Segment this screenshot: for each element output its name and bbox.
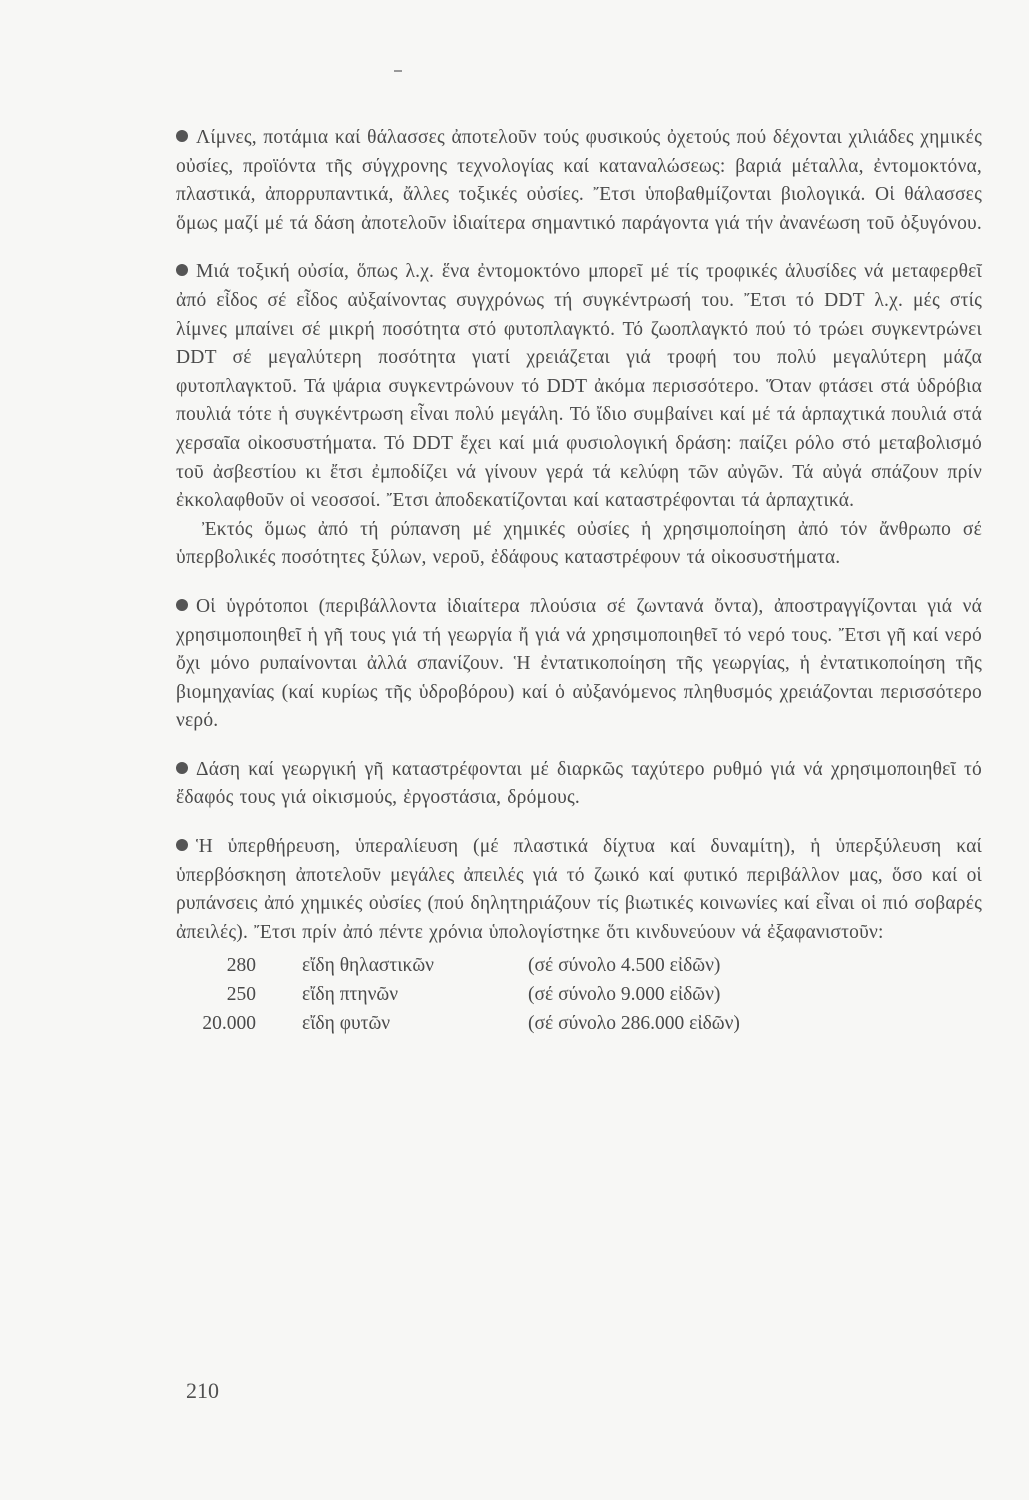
bullet-icon	[176, 762, 188, 774]
bullet-icon	[176, 130, 188, 142]
paragraph-text: Λίμνες, ποτάμια καί θάλασσες ἀποτελοῦν τούς φυσικούς ὀχετούς πού δέχονται χιλιάδες χημικές οὐσίες, προϊόντα τῆς σύγχρονης τεχνολογίας καί καταναλώσεως: βαριά μέταλλα, ἐντομοκτόνα, πλαστικά, ἀπορρυπαντικά, ἄλλες τοξικές οὐσίες. Ἔτσι ὑποβαθμίζονται βιολογικά. Οἱ θάλασσες ὅμως μαζί μέ τά δάση ἀποτελοῦν ἰδιαίτερα σημαντικό παράγοντα γιά τήν ἀνανέωση τοῦ ὀξυγόνου.	[176, 127, 982, 234]
paragraph-wetlands	[176, 593, 982, 736]
species-name: εἴδη φυτῶν	[302, 1013, 391, 1035]
species-total: (σέ σύνολο 4.500 εἰδῶν)	[528, 955, 721, 977]
species-name: εἴδη πτηνῶν	[302, 984, 399, 1006]
species-total: (σέ σύνολο 9.000 εἰδῶν)	[528, 984, 721, 1006]
species-row-plants	[176, 1009, 982, 1038]
page-mark	[394, 70, 402, 72]
paragraph-text: Οἱ ὑγρότοποι (περιβάλλοντα ἰδιαίτερα πλούσια σέ ζωντανά ὄντα), ἀποστραγγίζονται γιά νά χρησιμοποιηθεῖ ἡ γῆ τους γιά τή γεωργία ἤ γιά νά χρησιμοποιηθεῖ τό νερό τους. Ἔτσι γῆ καί νερό ὄχι μόνο ρυπαίνονται ἀλλά σπανίζουν. Ἡ ἐντατικοποίηση τῆς γεωργίας, ἡ ἐντατικοποίηση τῆς βιομηχανίας (καί κυρίως τῆς ὑδροβόρου) καί ὁ αὐξανόμενος πληθυσμός χρειάζονται περισσότερο νερό.	[176, 595, 982, 732]
paragraph-text: Ἐκτός ὅμως ἀπό τή ρύπανση μέ χημικές οὐσίες ἡ χρησιμοποίηση ἀπό τόν ἄνθρωπο σέ ὑπερβολικές ποσότητες ξύλων, νεροῦ, ἐδάφους καταστρέφουν τά οἰκοσυστήματα.	[176, 518, 982, 569]
endangered-species-list	[176, 951, 982, 1038]
species-total: (σέ σύνολο 286.000 εἰδῶν)	[528, 1013, 740, 1035]
page-number: 210	[186, 1378, 219, 1403]
bullet-icon	[176, 599, 188, 611]
paragraph-lakes	[176, 124, 982, 238]
paragraph-overexploitation	[176, 833, 982, 947]
species-row-mammals	[176, 951, 982, 980]
paragraph-toxic-substance	[176, 258, 982, 515]
species-count: 20.000	[202, 1013, 256, 1035]
species-count: 280	[226, 955, 256, 977]
species-count: 250	[226, 984, 256, 1006]
species-row-birds	[176, 980, 982, 1009]
paragraph-text: Ἡ ὑπερθήρευση, ὑπεραλίευση (μέ πλαστικά δίχτυα καί δυναμίτη), ἡ ὑπερξύλευση καί ὑπερβόσκηση ἀποτελοῦν μεγάλες ἀπειλές γιά τό ζωικό καί φυτικό περιβάλλον μας, ὅσο καί οἱ ρυπάνσεις ἀπό χημικές οὐσίες (πού δηλητηριάζουν τίς βιωτικές κοινωνίες καί εἶναι οἱ πιό σοβαρές ἀπειλές). Ἔτσι πρίν ἀπό πέντε χρόνια ὑπολογίστηκε ὅτι κινδυνεύουν νά ἐξαφανιστοῦν:	[176, 836, 982, 943]
species-name: εἴδη θηλαστικῶν	[302, 955, 434, 977]
document-body	[176, 124, 982, 1038]
paragraph-text: Δάση καί γεωργική γῆ καταστρέφονται μέ διαρκῶς ταχύτερο ρυθμό γιά νά χρησιμοποιηθεῖ τό ἔδαφός τους γιά οἰκισμούς, ἐργοστάσια, δρόμους.	[176, 758, 982, 809]
paragraph-text: Μιά τοξική οὐσία, ὅπως λ.χ. ἕνα ἐντομοκτόνο μπορεῖ μέ τίς τροφικές ἁλυσίδες νά μεταφερθεῖ ἀπό εἶδος σέ εἶδος αὐξαίνοντας συγχρόνως τή συγκέντρωσή του. Ἔτσι τό DDT λ.χ. μές στίς λίμνες μπαίνει σέ μικρή ποσότητα στό φυτοπλαγκτό. Τό ζωοπλαγκτό πού τό τρώει συγκεντρώνει DDT σέ μεγαλύτερη ποσότητα γιατί χρειάζεται γιά τροφή του πολύ μεγαλύτερη μάζα φυτοπλαγκτοῦ. Τά ψάρια συγκεντρώνουν τό DDT ἀκόμα περισσότερο. Ὅταν φτάσει στά ὑδρόβια πουλιά τότε ἡ συγκέντρωση εἶναι πολύ μεγάλη. Τό ἴδιο συμβαίνει καί μέ τά ἁρπαχτικά πουλιά στά χερσαῖα οἰκοσυστήματα. Τό DDT ἔχει καί μιά φυσιολογική δράση: παίζει ρόλο στό μεταβολισμό τοῦ ἀσβεστίου κι ἔτσι ἐμποδίζει νά γίνουν γερά τά κελύφη τῶν αὐγῶν. Τά αὐγά σπάζουν πρίν ἐκκολαφθοῦν οἱ νεοσσοί. Ἔτσι ἀποδεκατίζονται καί καταστρέφονται τά ἁρπαχτικά.	[176, 261, 982, 512]
bullet-icon	[176, 839, 188, 851]
bullet-icon	[176, 264, 188, 276]
paragraph-resource-use	[176, 516, 982, 573]
paragraph-forests	[176, 756, 982, 813]
